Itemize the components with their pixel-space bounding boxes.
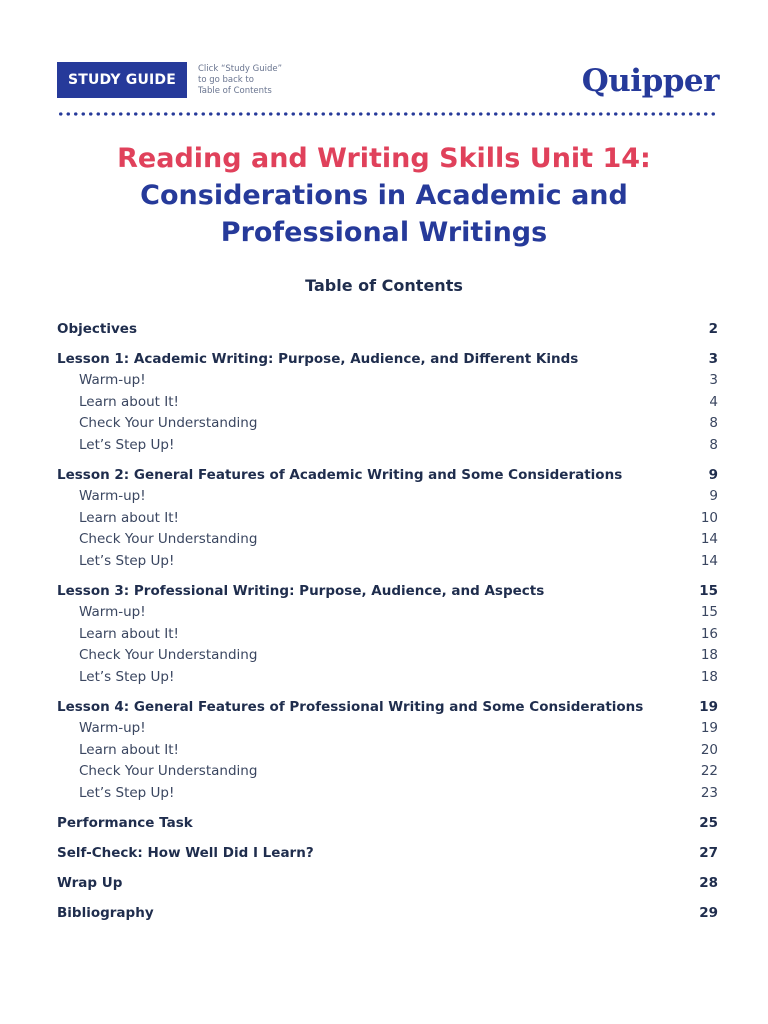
toc-group — [57, 348, 718, 456]
toc-group — [57, 902, 718, 924]
table-of-contents — [57, 318, 718, 932]
toc-section-entry[interactable] — [57, 580, 718, 602]
toc-subsection-entry[interactable] — [57, 507, 718, 529]
title-line-3: Professional Writings — [220, 217, 548, 248]
toc-subsection-entry[interactable] — [57, 550, 718, 572]
toc-page-number: 8 — [709, 436, 718, 453]
toc-subsection-entry[interactable] — [57, 413, 718, 435]
toc-entry-label: Check Your Understanding — [79, 763, 258, 780]
toc-subsection-entry[interactable] — [57, 529, 718, 551]
toc-group — [57, 872, 718, 894]
toc-page-number: 14 — [700, 531, 718, 548]
toc-page-number: 3 — [709, 372, 718, 389]
toc-subsection-entry[interactable] — [57, 718, 718, 740]
toc-entry-label: Wrap Up — [57, 874, 123, 891]
toc-page-number: 14 — [700, 552, 718, 569]
toc-subsection-entry[interactable] — [57, 391, 718, 413]
title-line-1: Reading and Writing Skills Unit 14: — [117, 143, 651, 174]
toc-page-number: 28 — [699, 874, 718, 891]
toc-section-entry[interactable] — [57, 348, 718, 370]
toc-subsection-entry[interactable] — [57, 739, 718, 761]
study-guide-hint — [198, 64, 308, 97]
toc-entry-label: Bibliography — [57, 904, 154, 921]
toc-entry-label: Learn about It! — [79, 625, 179, 642]
toc-page-number: 15 — [699, 582, 718, 599]
toc-entry-label: Objectives — [57, 320, 137, 337]
toc-page-number: 16 — [700, 625, 718, 642]
toc-entry-label: Lesson 1: Academic Writing: Purpose, Audience, and Different Kinds — [57, 350, 579, 367]
page-header — [57, 62, 719, 100]
toc-section-entry[interactable] — [57, 464, 718, 486]
toc-entry-label: Warm-up! — [79, 372, 146, 389]
toc-entry-label: Lesson 2: General Features of Academic Writing and Some Considerations — [57, 466, 623, 483]
toc-section-entry[interactable] — [57, 812, 718, 834]
toc-page-number: 8 — [709, 415, 718, 432]
toc-entry-label: Warm-up! — [79, 604, 146, 621]
toc-page-number: 18 — [700, 647, 718, 664]
title-line-2: Considerations in Academic and — [140, 180, 628, 211]
dotted-divider — [57, 112, 719, 116]
toc-entry-label: Warm-up! — [79, 488, 146, 505]
toc-subsection-entry[interactable] — [57, 434, 718, 456]
toc-section-entry[interactable] — [57, 696, 718, 718]
toc-section-entry[interactable] — [57, 842, 718, 864]
toc-page-number: 25 — [699, 814, 718, 831]
toc-entry-label: Lesson 4: General Features of Professional Writing and Some Considerations — [57, 698, 644, 715]
toc-page-number: 18 — [700, 668, 718, 685]
toc-entry-label: Learn about It! — [79, 509, 179, 526]
toc-entry-label: Lesson 3: Professional Writing: Purpose, Audience, and Aspects — [57, 582, 545, 599]
toc-page-number: 10 — [700, 509, 718, 526]
toc-subsection-entry[interactable] — [57, 761, 718, 783]
toc-subsection-entry[interactable] — [57, 486, 718, 508]
toc-page-number: 20 — [700, 741, 718, 758]
toc-entry-label: Let’s Step Up! — [79, 436, 175, 453]
toc-page-number: 23 — [700, 784, 718, 801]
toc-section-entry[interactable] — [57, 318, 718, 340]
toc-group — [57, 696, 718, 804]
toc-page-number: 22 — [700, 763, 718, 780]
toc-page-number: 27 — [699, 844, 718, 861]
toc-subsection-entry[interactable] — [57, 666, 718, 688]
toc-page-number: 15 — [700, 604, 718, 621]
toc-group — [57, 812, 718, 834]
toc-page-number: 9 — [709, 488, 718, 505]
toc-entry-label: Check Your Understanding — [79, 647, 258, 664]
toc-subsection-entry[interactable] — [57, 623, 718, 645]
toc-entry-label: Self-Check: How Well Did I Learn? — [57, 844, 314, 861]
toc-page-number: 2 — [708, 320, 718, 337]
toc-entry-label: Performance Task — [57, 814, 193, 831]
hint-line: Click “Study Guide” — [198, 64, 282, 74]
toc-heading: Table of Contents — [305, 276, 463, 295]
toc-subsection-entry[interactable] — [57, 645, 718, 667]
toc-entry-label: Check Your Understanding — [79, 415, 258, 432]
toc-page-number: 19 — [700, 720, 718, 737]
toc-page-number: 9 — [708, 466, 718, 483]
toc-subsection-entry[interactable] — [57, 602, 718, 624]
toc-subsection-entry[interactable] — [57, 782, 718, 804]
hint-line: to go back to — [198, 75, 254, 85]
toc-entry-label: Warm-up! — [79, 720, 146, 737]
toc-group — [57, 580, 718, 688]
toc-entry-label: Learn about It! — [79, 741, 179, 758]
toc-page-number: 4 — [709, 393, 718, 410]
toc-entry-label: Let’s Step Up! — [79, 668, 175, 685]
toc-entry-label: Let’s Step Up! — [79, 552, 175, 569]
toc-subsection-entry[interactable] — [57, 370, 718, 392]
toc-page-number: 19 — [699, 698, 718, 715]
toc-entry-label: Check Your Understanding — [79, 531, 258, 548]
toc-section-entry[interactable] — [57, 902, 718, 924]
toc-group — [57, 318, 718, 340]
toc-entry-label: Let’s Step Up! — [79, 784, 175, 801]
toc-page-number: 29 — [699, 904, 718, 921]
page-title — [40, 140, 728, 251]
hint-line: Table of Contents — [198, 86, 272, 96]
toc-section-entry[interactable] — [57, 872, 718, 894]
study-guide-button[interactable]: STUDY GUIDE — [57, 62, 187, 98]
toc-page-number: 3 — [708, 350, 718, 367]
toc-entry-label: Learn about It! — [79, 393, 179, 410]
toc-group — [57, 842, 718, 864]
toc-group — [57, 464, 718, 572]
quipper-logo: Quipper — [581, 63, 719, 99]
